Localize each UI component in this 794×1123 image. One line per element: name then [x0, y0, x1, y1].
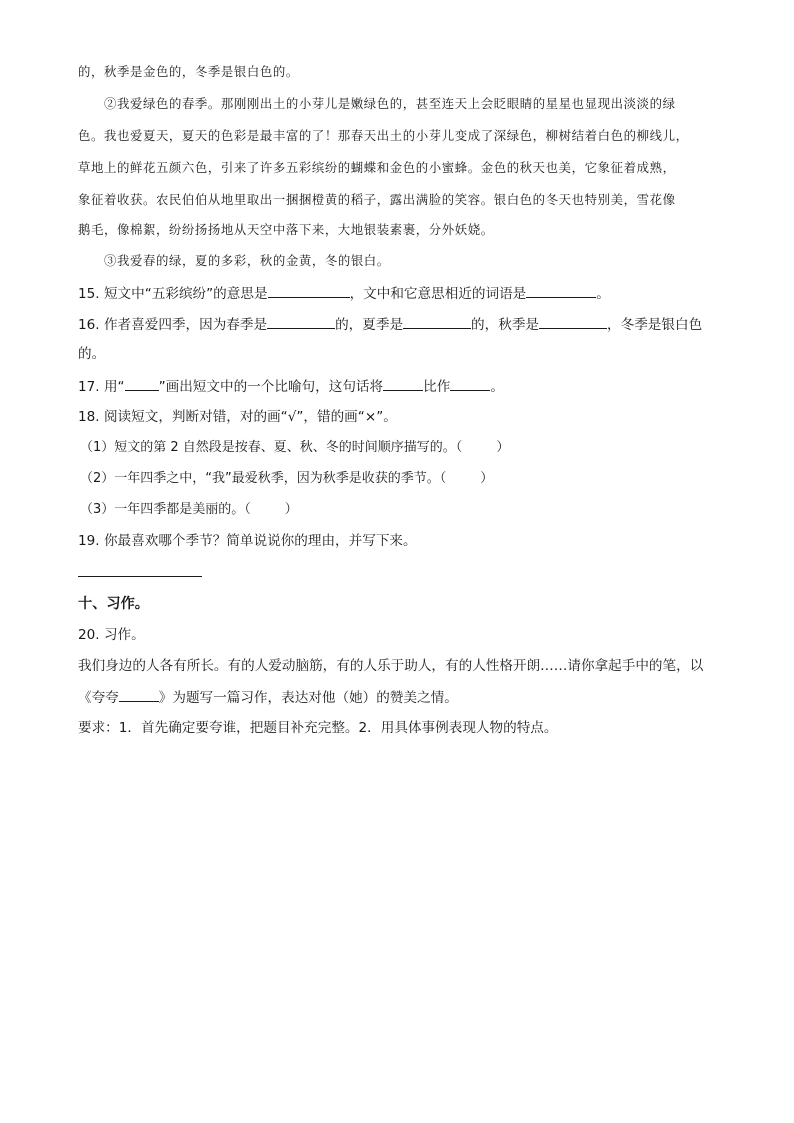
- prompt-text: 我们身边的人各有所长。有的人爱动脑筋，有的人乐于助人，有的人性格开朗……请你拿起手中的笔，以: [78, 658, 704, 674]
- statement-text: ）: [496, 440, 510, 455]
- question-text: 16. 作者喜爱四季，因为春季是: [78, 317, 268, 333]
- passage-line: 象征着收获。农民伯伯从地里取出一捆捆橙黄的稻子，露出满脸的笑容。银白色的冬天也特别美，雪花像: [78, 192, 676, 207]
- question-19: 19. 你最喜欢哪个季节？简单说说你的理由，并写下来。: [78, 533, 417, 549]
- statement-text: ）: [480, 471, 494, 486]
- question-text: 15. 短文中“五彩缤纷”的意思是: [78, 286, 268, 302]
- prompt-text: [78, 687, 718, 708]
- statement-text: （1）短文的第 2 自然段是按春、夏、秋、冬的时间顺序描写的。（: [80, 440, 463, 455]
- question-text: 的，秋季是: [471, 317, 540, 333]
- passage-line: 色。我也爱夏天，夏天的色彩是最丰富的了！那春天出土的小芽儿变成了深绿色，柳树结着白色的柳线儿，: [78, 128, 689, 143]
- prompt-text-part: 》为题写一篇习作，表达对他（她）的赞美之情。: [158, 690, 458, 706]
- question-text: 。: [490, 379, 504, 395]
- prompt-text-part: 《夸夸: [78, 690, 119, 706]
- question-16: [78, 314, 718, 335]
- question-18-item-1: [80, 438, 720, 458]
- question-text: ”画出短文中的一个比喻句，这句话将: [158, 379, 384, 395]
- question-text: 17. 用“: [78, 379, 125, 395]
- answer-blank[interactable]: [267, 314, 335, 329]
- answer-blank[interactable]: [268, 283, 350, 298]
- question-20: 20. 习作。: [78, 627, 145, 643]
- answer-blank[interactable]: [539, 314, 607, 329]
- answer-blank[interactable]: [450, 376, 490, 391]
- question-text: ，冬季是银白色: [607, 317, 703, 333]
- question-text: 的，夏季是: [335, 317, 404, 333]
- answer-blank[interactable]: [125, 376, 159, 391]
- statement-text: （2）一年四季之中，“我”最爱秋季，因为秋季是收获的季节。（: [80, 471, 447, 486]
- answer-blank[interactable]: [383, 376, 423, 391]
- question-text: ，文中和它意思相近的词语是: [349, 286, 527, 302]
- question-18-item-2: [80, 469, 720, 489]
- question-15: [78, 283, 718, 304]
- answer-line[interactable]: [78, 576, 202, 577]
- passage-line: 鹅毛，像棉絮，纷纷扬扬地从天空中落下来，大地银装素裹，分外妖娆。: [78, 222, 494, 237]
- answer-blank[interactable]: [526, 283, 596, 298]
- passage-line: 的，秋季是金色的，冬季是银白色的。: [78, 64, 299, 79]
- question-18: 18. 阅读短文，判断对错，对的画“√”，错的画“×”。: [78, 409, 397, 425]
- question-16-continued: 的。: [78, 346, 106, 362]
- statement-text: ）: [284, 502, 298, 517]
- statement-text: （3）一年四季都是美丽的。（: [80, 502, 251, 517]
- question-text: 。: [596, 286, 610, 302]
- title-blank[interactable]: [119, 687, 159, 702]
- passage-line: ②我爱绿色的春季。那刚刚出土的小芽儿是嫩绿色的，甚至连天上会眨眼睛的星星也显现出淡淡的绿: [104, 96, 676, 111]
- passage-line: 草地上的鲜花五颜六色，引来了许多五彩缤纷的蝴蝶和金色的小蜜蜂。金色的秋天也美，它象征着成熟，: [78, 160, 676, 175]
- answer-blank[interactable]: [403, 314, 471, 329]
- requirement-text: 要求：1．首先确定要夸谁，把题目补充完整。2．用具体事例表现人物的特点。: [78, 720, 558, 736]
- section-title: 十、习作。: [78, 596, 149, 612]
- passage-line: ③我爱春的绿，夏的多彩，秋的金黄，冬的银白。: [104, 253, 390, 268]
- question-text: 比作: [423, 379, 451, 395]
- question-17: [78, 376, 718, 397]
- question-18-item-3: [80, 500, 720, 520]
